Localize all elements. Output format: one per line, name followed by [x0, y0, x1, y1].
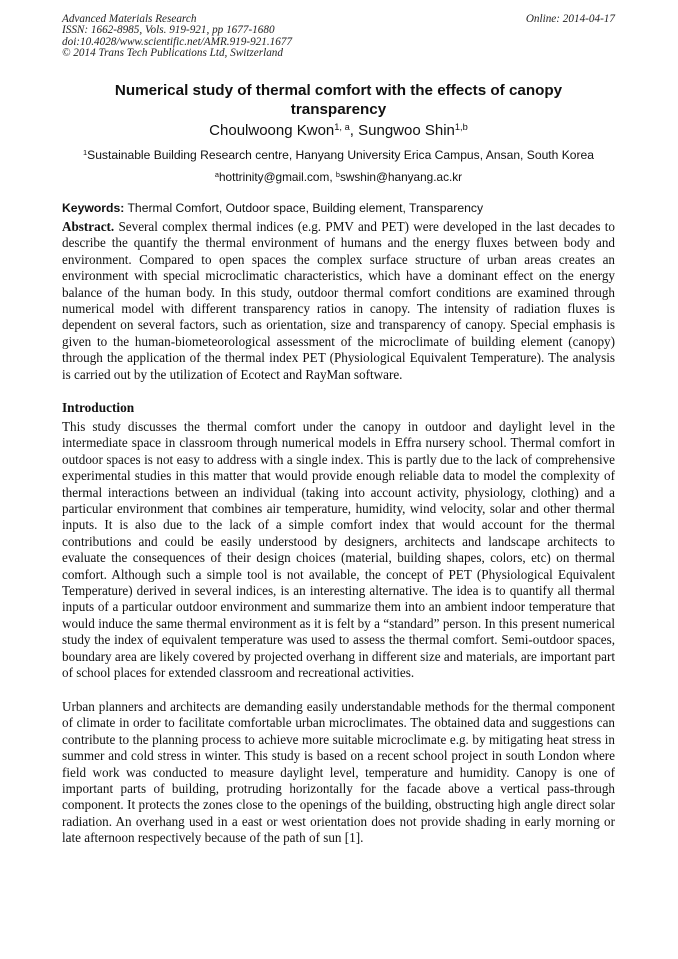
author-list [62, 122, 615, 140]
author-affiliation-mark: 1,b [454, 121, 468, 132]
email-mark: b [335, 169, 340, 179]
title-line-1: Numerical study of thermal comfort with the effects of canopy [114, 82, 563, 99]
email-link[interactable]: hottrinity@gmail.com [218, 170, 330, 184]
copyright-line: © 2014 Trans Tech Publications Ltd, Switzerland [62, 46, 283, 59]
keywords [62, 201, 615, 215]
email-link[interactable]: swshin@hanyang.ac.kr [339, 170, 463, 184]
affiliation-mark: 1 [82, 147, 88, 157]
issn-line: ISSN: 1662-8985, Vols. 919-921, pp 1677-1680 [62, 24, 275, 37]
doi-line: doi:10.4028/www.scientific.net/AMR.919-921.1677 [62, 35, 293, 48]
author-affiliation-mark: 1, a [334, 121, 350, 132]
online-date: Online: 2014-04-17 [525, 13, 615, 25]
affiliation [62, 148, 615, 162]
keywords-text: Thermal Comfort, Outdoor space, Building element, Transparency [124, 201, 484, 215]
author-emails [62, 170, 615, 184]
abstract-label: Abstract. [62, 219, 115, 234]
email-separator: , [329, 170, 336, 184]
email-mark: a [214, 169, 219, 179]
author-name: Choulwoong Kwon [209, 122, 335, 139]
section-heading-introduction: Introduction [62, 400, 135, 415]
paper-title [62, 82, 615, 119]
journal-name: Advanced Materials Research [62, 13, 197, 25]
affiliation-text: Sustainable Building Research centre, Hanyang University Erica Campus, Ansan, South Korea [87, 148, 595, 162]
journal-header [62, 14, 292, 59]
introduction-paragraph: Urban planners and architects are demanding easily understandable methods for the thermal component of climate in order to facilitate comfortable urban microclimates. The obtained data and suggestions can contribute to the planning process to achieve more suitable microclimate e.g. by mitigating heat stress in summer and cold stress in winter. This study is based on a recent school project in south London where field work was conducted to measure daylight level, temperature and humidity. Canopy is one of important parts of building, protruding horizontally for the facade above a vertical pass-through component. It protects the zones close to the openings of the building, obstructing high angle direct solar radiation. An overhang used in a east or west orientation does not provide shading in early morning or late afternoon respectively because of the path of sun [1]. [62, 699, 615, 846]
introduction-paragraph: This study discusses the thermal comfort under the canopy in outdoor and daylight level in the intermediate space in classroom through numerical models in Effra nursery school. Thermal comfort in outdoor spaces is not easy to address with a single index. This is partly due to the lack of comprehensive experimental studies in this matter that would provide enough reliable data to model the complexity of thermal interactions between an individual (taking into account activity, physiology, clothing) and a particular environment that combines air temperature, humidity, wind velocity, solar and other thermal inputs. It is also due to the lack of a simple comfort index that would account for the thermal contributions and could be easily understood by designers, architects and landscape architects to evaluate the consequences of their design choices (material, building shapes, colors, etc) on thermal comfort. Although such a simple tool is not available, the concept of PET (Physiological Equivalent Temperature) derived in several indices, is an interesting alternative. The idea is to quantify all thermal inputs of a particular outdoor environment and summarize them into an ambient indoor temperature that would induce the same thermal environment as it is felt by a “standard” person. In this present numerical study the index of equivalent temperature was used to assess the thermal comfort. Semi-outdoor spaces, boundary area are likely covered by projected overhang in different size and materials, are important part of school places for extended classroom and recreational activities. [62, 419, 615, 681]
title-line-2: transparency [290, 100, 387, 118]
keywords-label: Keywords: [62, 201, 125, 215]
abstract-text: Several complex thermal indices (e.g. PMV and PET) were developed in the last decades to describe the quantify the thermal environment of humans and the energy fluxes between body and environment. Compared to open spaces the complex surface structure of urban areas creates an environment with special microclimatic characteristics, which have a dominant effect on the energy balance of the human body. In this study, outdoor thermal comfort conditions are examined through numerical model with different transparency ratios in canopy. The intensity of radiation fluxes is dependent on several factors, such as orientation, size and transparency of canopy. Special emphasis is given to the human-biometeorological assessment of the microclimate of building element (canopy) through the application of the thermal index PET (Physiological Equivalent Temperature). The analysis is carried out by the utilization of Ecotect and RayMan software. [62, 219, 615, 382]
author-separator: , [349, 122, 359, 139]
abstract [62, 219, 615, 383]
author-name: Sungwoo Shin [358, 122, 455, 139]
